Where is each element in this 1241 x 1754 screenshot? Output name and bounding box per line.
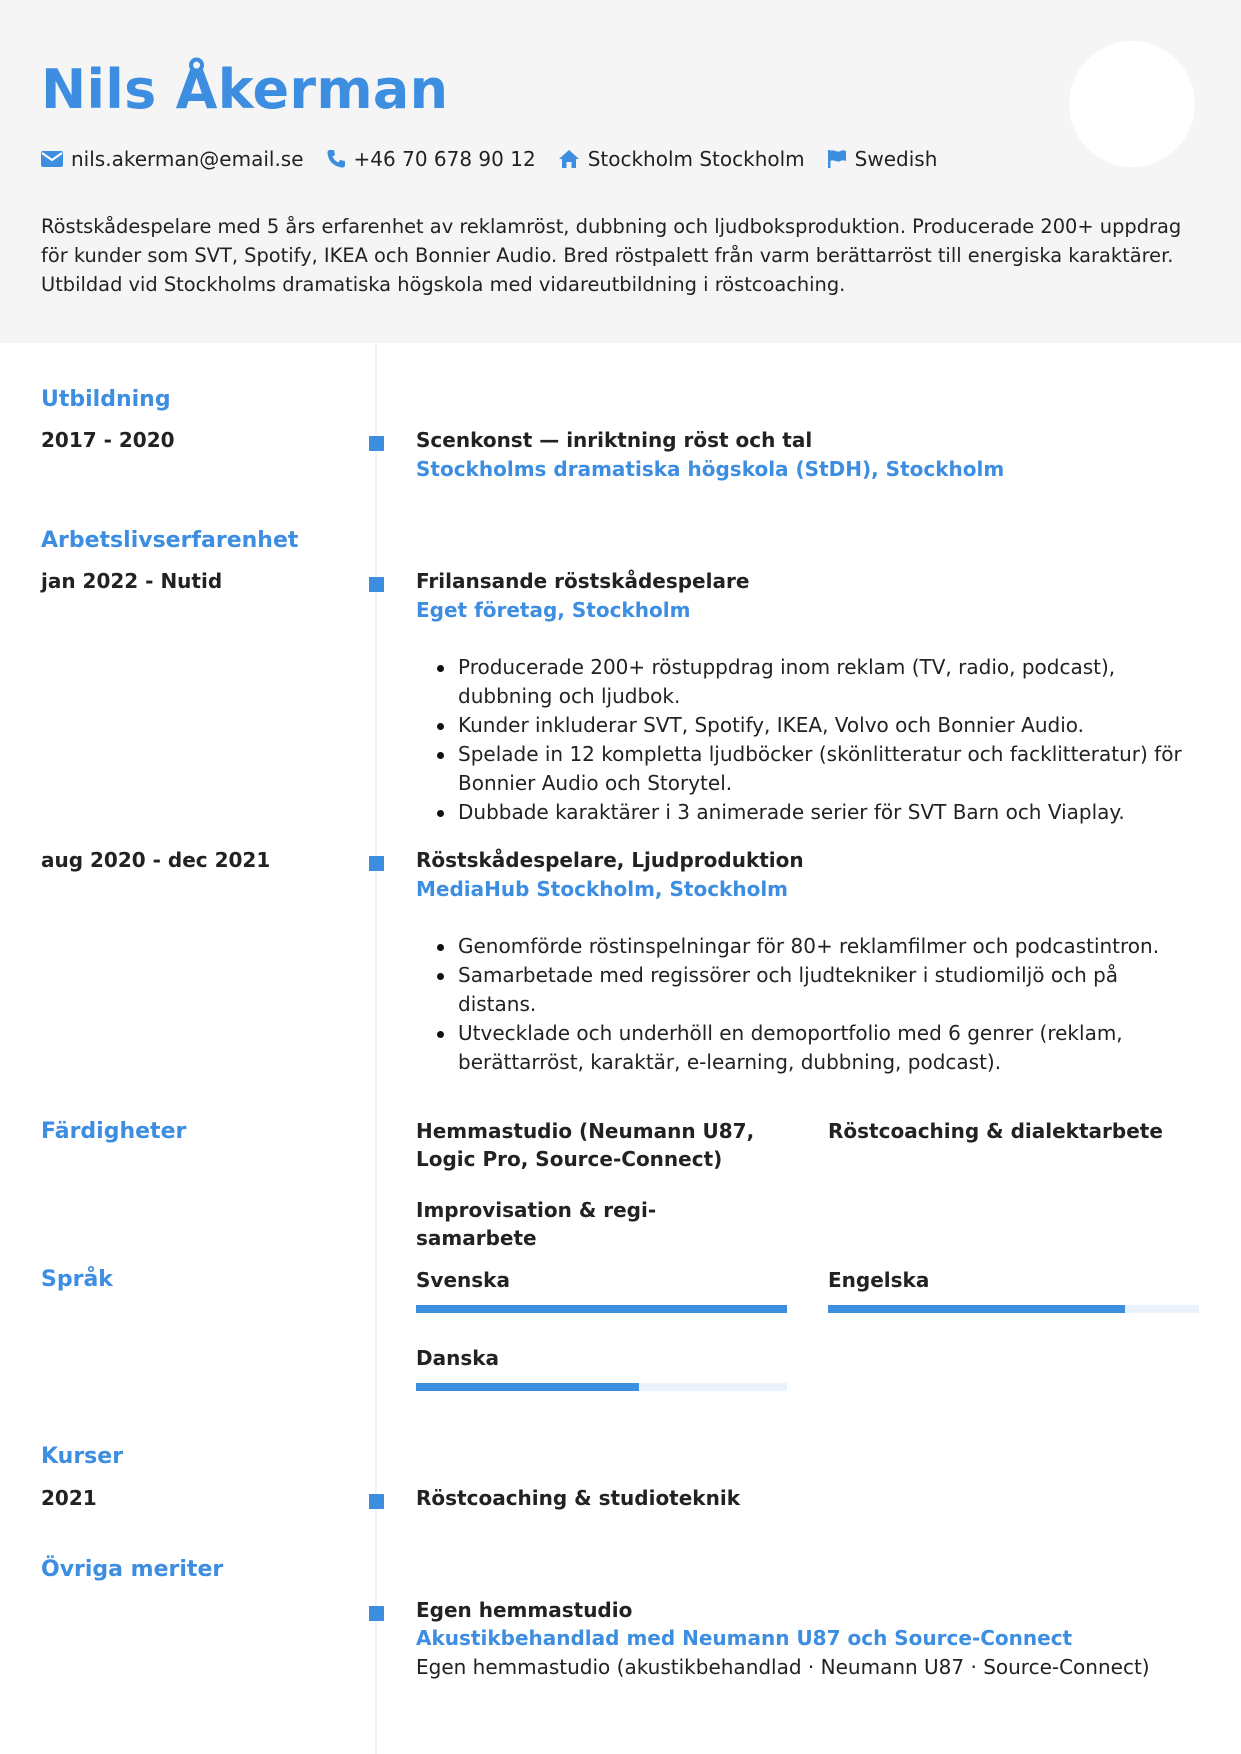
timeline-marker (369, 856, 384, 871)
education-degree: Scenkonst — inriktning röst och tal (416, 428, 813, 452)
language-level-fill (416, 1305, 787, 1313)
timeline-divider (375, 343, 377, 1754)
education-school: Stockholms dramatiska högskola (StDH), Stockholm (416, 457, 1005, 481)
education-date: 2017 - 2020 (41, 428, 175, 452)
language-level-bar (416, 1383, 787, 1391)
language-name: Engelska (828, 1268, 930, 1292)
list-item: Kunder inkluderar SVT, Spotify, IKEA, Volvo och Bonnier Audio. (432, 711, 1202, 740)
section-title-skills: Färdigheter (41, 1119, 187, 1144)
other-subtitle: Akustikbehandlad med Neumann U87 och Source-Connect (416, 1626, 1073, 1650)
course-date: 2021 (41, 1486, 97, 1510)
experience-date: aug 2020 - dec 2021 (41, 848, 271, 872)
phone-text: +46 70 678 90 12 (353, 147, 536, 171)
skill-item: Hemmastudio (Neumann U87, Logic Pro, Source-Connect) (416, 1119, 755, 1171)
section-title-experience: Arbetslivserfarenhet (41, 528, 299, 553)
contact-nationality (827, 147, 938, 171)
section-title-other: Övriga meriter (41, 1557, 224, 1582)
timeline-marker (369, 577, 384, 592)
email-text: nils.akerman@email.se (71, 147, 304, 171)
language-level-fill (416, 1383, 639, 1391)
timeline-marker (369, 1494, 384, 1509)
experience-title: Röstskådespelare, Ljudproduktion (416, 848, 804, 872)
experience-date: jan 2022 - Nutid (41, 569, 223, 593)
location-text: Stockholm Stockholm (587, 147, 805, 171)
experience-title: Frilansande röstskådespelare (416, 569, 750, 593)
language-level-bar (416, 1305, 787, 1313)
list-item: Utvecklade och underhöll en demoportfolio med 6 genrer (reklam, berättarröst, karaktär, e-learning, dubbning, podcast). (432, 1019, 1202, 1077)
experience-company: MediaHub Stockholm, Stockholm (416, 877, 789, 901)
timeline-marker (369, 436, 384, 451)
nationality-text: Swedish (854, 147, 938, 171)
skill-item: Röstcoaching & dialektarbete (828, 1119, 1163, 1143)
contact-location (558, 147, 805, 171)
list-item: Dubbade karaktärer i 3 animerade serier för SVT Barn och Viaplay. (432, 798, 1202, 827)
envelope-icon (41, 151, 63, 167)
experience-points (432, 932, 1202, 1077)
contact-phone[interactable] (326, 147, 536, 171)
course-title: Röstcoaching & studioteknik (416, 1486, 741, 1510)
list-item: Spelade in 12 kompletta ljudböcker (skönlitteratur och facklitteratur) för Bonnier Audio och Storytel. (432, 740, 1202, 798)
phone-icon (326, 149, 346, 169)
profile-summary: Röstskådespelare med 5 års erfarenhet av reklamröst, dubbning och ljudboksproduktion. Producerade 200+ uppdrag för kunder som SVT, Spotify, IKEA och Bonnier Audio. Bred röstpalett från varm berättarröst till energiska karaktärer. Utbildad vid Stockholms dramatiska högskola med vidareutbildning i röstcoaching. (41, 215, 1182, 296)
other-description: Egen hemmastudio (akustikbehandlad · Neumann U87 · Source-Connect) (416, 1655, 1150, 1679)
flag-icon (827, 149, 847, 169)
experience-company: Eget företag, Stockholm (416, 598, 691, 622)
language-level-bar (828, 1305, 1199, 1313)
language-name: Danska (416, 1346, 500, 1370)
experience-points (432, 653, 1202, 827)
contact-email[interactable] (41, 147, 304, 171)
home-icon (558, 149, 580, 169)
list-item: Genomförde röstinspelningar för 80+ reklamfilmer och podcastintron. (432, 932, 1202, 961)
timeline-marker (369, 1606, 384, 1621)
language-name: Svenska (416, 1268, 510, 1292)
skill-item: Improvisation & regi-samarbete (416, 1198, 657, 1250)
section-title-courses: Kurser (41, 1444, 124, 1469)
section-title-education: Utbildning (41, 387, 171, 412)
section-title-languages: Språk (41, 1267, 113, 1292)
contact-row (41, 144, 959, 174)
resume-header (0, 0, 1241, 343)
language-level-fill (828, 1305, 1125, 1313)
candidate-name: Nils Åkerman (41, 58, 449, 121)
list-item: Samarbetade med regissörer och ljudtekniker i studiomiljö och på distans. (432, 961, 1202, 1019)
profile-photo-placeholder (1069, 41, 1195, 167)
list-item: Producerade 200+ röstuppdrag inom reklam (TV, radio, podcast), dubbning och ljudbok. (432, 653, 1202, 711)
other-title: Egen hemmastudio (416, 1598, 633, 1622)
